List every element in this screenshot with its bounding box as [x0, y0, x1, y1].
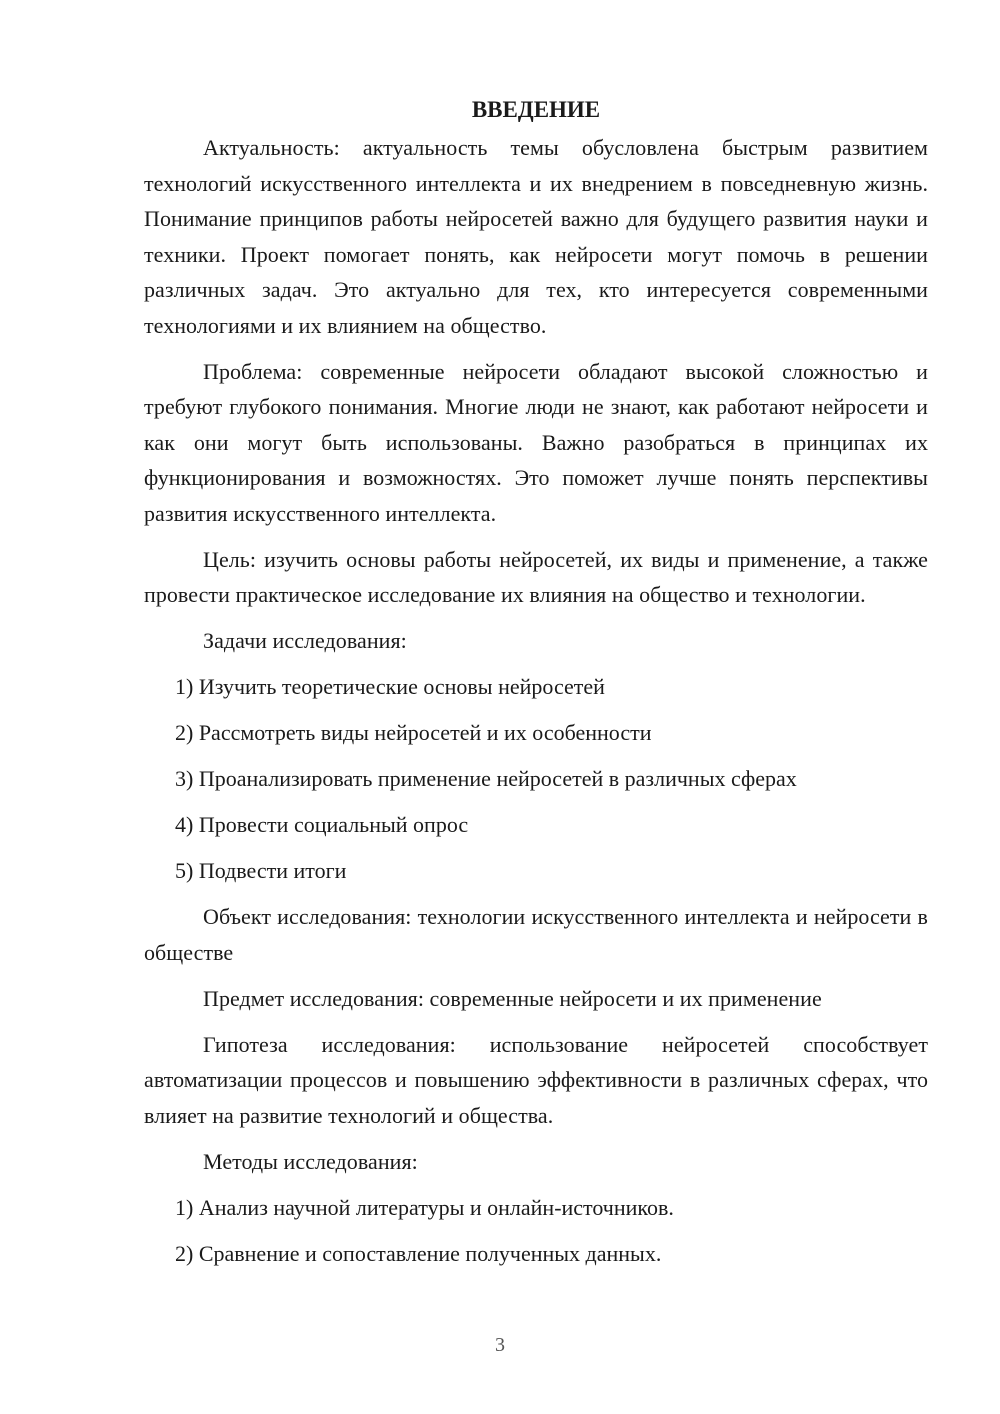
relevance-paragraph: Актуальность: актуальность темы обусловлена быстрым развитием технологий искусственного интеллекта и их внедрением в повседневную жизнь. Понимание принципов работы нейросетей важно для будущего развития науки и техники. Проект помогает понять, как нейросети могут помочь в решении различных задач. Это актуально для тех, кто интересуется современными технологиями и их влиянием на общество. [144, 135, 928, 338]
list-item: 1) Изучить теоретические основы нейросетей [175, 674, 605, 699]
list-item: 1) Анализ научной литературы и онлайн-источников. [175, 1194, 674, 1220]
list-item: 5) Подвести итоги [175, 858, 347, 883]
methods-list [144, 1190, 928, 1272]
page-number: 3 [495, 1334, 505, 1356]
hypothesis-paragraph: Гипотеза исследования: использование нейросетей способствует автоматизации процессов и повышению эффективности в различных сферах, что влияет на развитие технологий и общества. [144, 1031, 928, 1128]
list-item: 3) Проанализировать применение нейросетей в различных сферах [175, 766, 797, 791]
problem-paragraph: Проблема: современные нейросети обладают высокой сложностью и требуют глубокого понимания. Многие люди не знают, как работают нейросети и как они могут быть использованы. Важно разобраться в принципах их функционирования и возможностях. Это поможет лучше понять перспективы развития искусственного интеллекта. [144, 358, 928, 526]
methods-heading: Методы исследования: [203, 1148, 418, 1174]
tasks-list [144, 669, 928, 889]
subject-paragraph: Предмет исследования: современные нейросети и их применение [203, 985, 822, 1011]
list-item: 2) Сравнение и сопоставление полученных данных. [175, 1240, 662, 1266]
list-item: 4) Провести социальный опрос [175, 812, 469, 837]
list-item: 2) Рассмотреть виды нейросетей и их особенности [175, 720, 652, 745]
goal-paragraph: Цель: изучить основы работы нейросетей, их виды и применение, а также провести практическое исследование их влияния на общество и технологии. [144, 546, 928, 607]
object-paragraph: Объект исследования: технологии искусственного интеллекта и нейросети в обществе [144, 904, 928, 965]
section-title: ВВЕДЕНИЕ [471, 97, 601, 122]
document-page [144, 92, 928, 1282]
tasks-heading: Задачи исследования: [203, 628, 407, 653]
